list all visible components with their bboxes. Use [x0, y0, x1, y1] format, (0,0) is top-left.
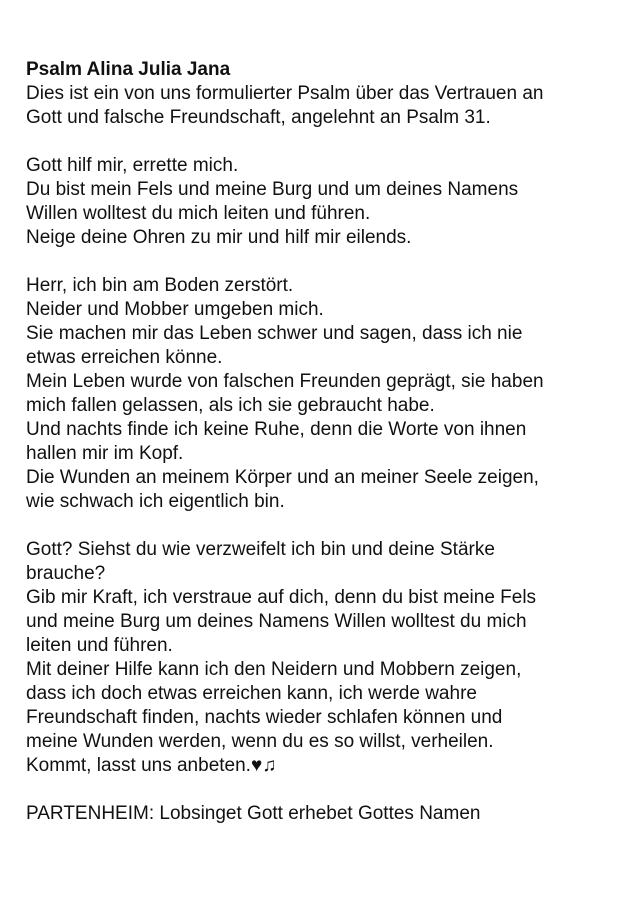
- verse-line: Sie machen mir das Leben schwer und sagen, dass ich nie: [26, 323, 523, 344]
- stanza-3: [26, 538, 626, 778]
- document-title: Psalm Alina Julia Jana: [26, 59, 231, 80]
- verse-line: Du bist mein Fels und meine Burg und um deines Namens: [26, 179, 519, 200]
- verse-line: Freundschaft finden, nachts wieder schlafen können und: [26, 707, 503, 728]
- stanza-1: [26, 154, 626, 250]
- intro-line: Gott und falsche Freundschaft, angelehnt an Psalm 31.: [26, 107, 491, 128]
- intro-line: Dies ist ein von uns formulierter Psalm über das Vertrauen an: [26, 83, 544, 104]
- verse-line: brauche?: [26, 563, 106, 584]
- closing-line: PARTENHEIM: Lobsinget Gott erhebet Gottes Namen: [26, 803, 481, 824]
- verse-line: Gott? Siehst du wie verzweifelt ich bin und deine Stärke: [26, 539, 495, 560]
- verse-line: Mein Leben wurde von falschen Freunden geprägt, sie haben: [26, 371, 544, 392]
- verse-line: mich fallen gelassen, als ich sie gebraucht habe.: [26, 395, 435, 416]
- verse-line: Neige deine Ohren zu mir und hilf mir eilends.: [26, 227, 412, 248]
- closing-block: [26, 802, 626, 826]
- verse-line: Gib mir Kraft, ich verstraue auf dich, denn du bist meine Fels: [26, 587, 537, 608]
- verse-line: Kommt, lasst uns anbeten.♥♫: [26, 755, 277, 776]
- stanza-2: [26, 274, 626, 514]
- verse-line: leiten und führen.: [26, 635, 173, 656]
- header-block: [26, 58, 626, 130]
- verse-line: hallen mir im Kopf.: [26, 443, 184, 464]
- verse-line: Neider und Mobber umgeben mich.: [26, 299, 324, 320]
- verse-line: Mit deiner Hilfe kann ich den Neidern und Mobbern zeigen,: [26, 659, 522, 680]
- verse-line: etwas erreichen könne.: [26, 347, 223, 368]
- verse-line: Willen wolltest du mich leiten und führen.: [26, 203, 371, 224]
- verse-line: Gott hilf mir, errette mich.: [26, 155, 239, 176]
- verse-line: meine Wunden werden, wenn du es so willst, verheilen.: [26, 731, 494, 752]
- verse-line: und meine Burg um deines Namens Willen wolltest du mich: [26, 611, 527, 632]
- verse-line: Herr, ich bin am Boden zerstört.: [26, 275, 294, 296]
- verse-line: dass ich doch etwas erreichen kann, ich werde wahre: [26, 683, 477, 704]
- document-page: [26, 58, 626, 826]
- verse-line: wie schwach ich eigentlich bin.: [26, 491, 285, 512]
- verse-line: Und nachts finde ich keine Ruhe, denn die Worte von ihnen: [26, 419, 527, 440]
- verse-line: Die Wunden an meinem Körper und an meiner Seele zeigen,: [26, 467, 539, 488]
